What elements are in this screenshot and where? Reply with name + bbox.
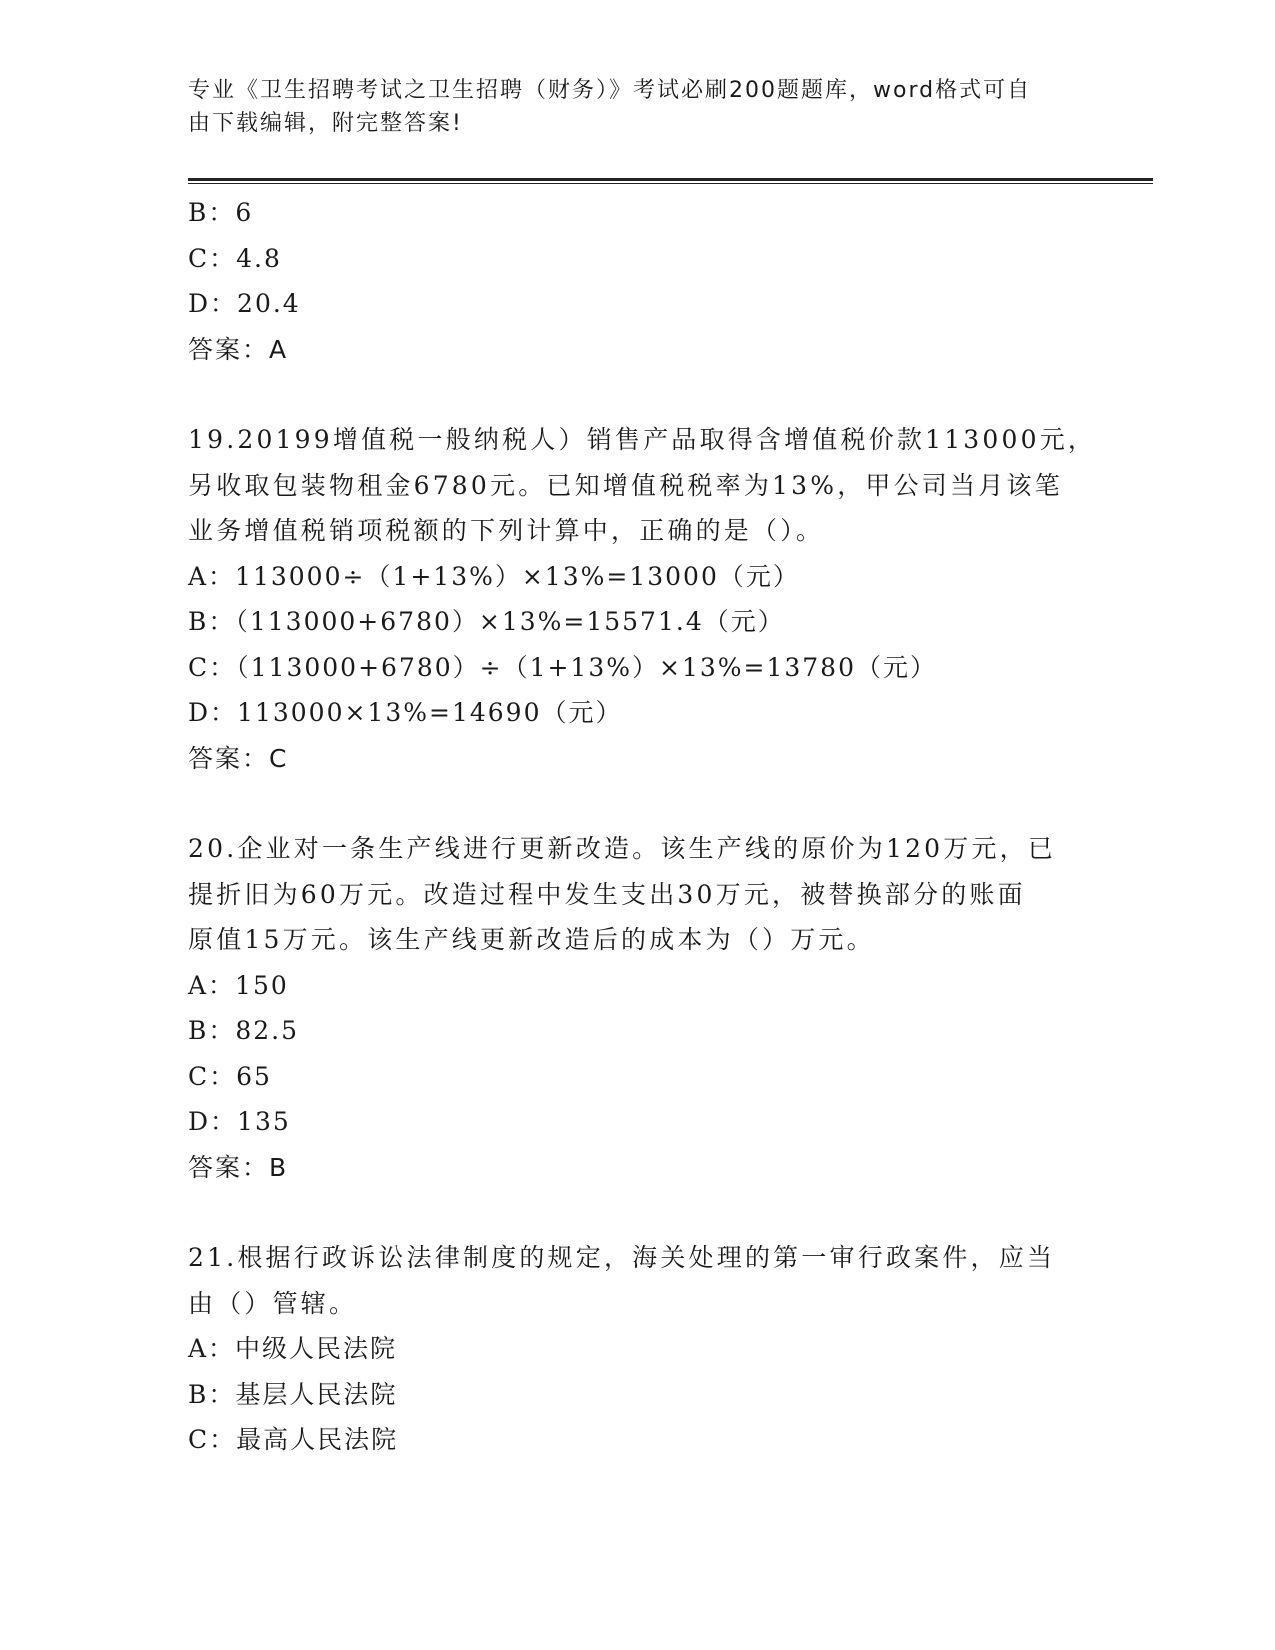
option-d: D：20.4 [188,289,301,318]
option-a: A：中级人民法院 [188,1334,398,1363]
page-header [188,74,1068,140]
question-text: 20.企业对一条生产线进行更新改造。该生产线的原价为120万元，已 [188,834,1057,863]
option-b: B：（113000+6780）×13%=15571.4（元） [188,607,785,636]
question-text: 业务增值税销项税额的下列计算中，正确的是（）。 [188,516,825,545]
option-d: D：113000×13%=14690（元） [188,698,623,727]
question-text: 19.20199增值税一般纳税人）销售产品取得含增值税价款113000元， [188,425,1097,454]
spacer [188,781,1088,826]
question-text: 原值15万元。该生产线更新改造后的成本为（）万元。 [188,925,875,954]
question-text: 提折旧为60万元。改造过程中发生支出30万元，被替换部分的账面 [188,879,1026,909]
option-b: B：82.5 [188,1016,300,1045]
question-19 [188,417,1097,781]
question-text: 另收取包装物租金6780元。已知增值税税率为13%，甲公司当月该笔 [188,470,1063,500]
header-divider-thin [188,183,1153,184]
question-text: 由（）管辖。 [188,1288,358,1318]
spacer [188,1190,1088,1235]
option-c: C：最高人民法院 [188,1425,399,1454]
option-c: C：4.8 [188,243,282,273]
answer-line: 答案：C [188,743,289,773]
option-b: B：基层人民法院 [188,1379,398,1409]
option-c: C：（113000+6780）÷（1+13%）×13%=13780（元） [188,652,937,682]
header-line: 由下载编辑，附完整答案! [188,111,463,136]
header-divider [188,178,1153,181]
option-a: A：113000÷（1+13%）×13%=13000（元） [188,561,800,591]
question-text: 21.根据行政诉讼法律制度的规定，海关处理的第一审行政案件，应当 [188,1243,1056,1272]
option-a: A：150 [188,970,289,1000]
question-21 [188,1235,1088,1463]
question-20 [188,826,1088,1190]
option-c: C：65 [188,1061,272,1091]
option-b: B：6 [188,198,254,227]
answer-line: 答案：B [188,1152,289,1182]
prev-question-block [188,190,1088,372]
option-d: D：135 [188,1107,291,1136]
answer-line: 答案：A [188,334,289,364]
header-line: 专业《卫生招聘考试之卫生招聘（财务）》考试必刷200题题库，word格式可自 [188,78,1032,103]
spacer [188,372,1088,417]
document-body [188,190,1097,1463]
